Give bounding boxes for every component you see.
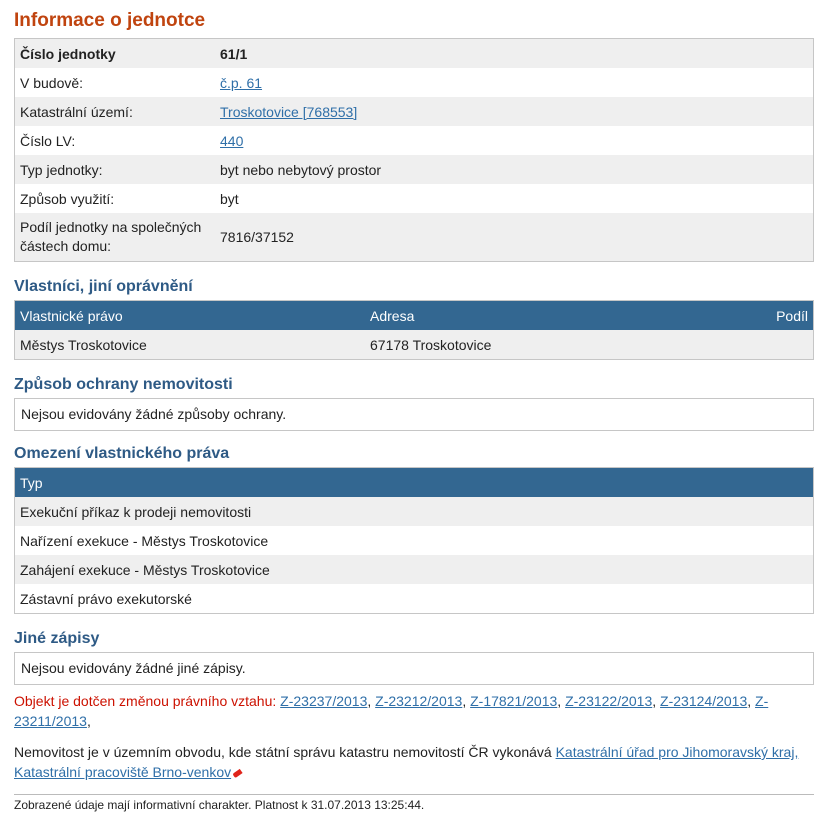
office-text: Nemovitost je v územním obvodu, kde státní správu katastru nemovitostí ČR vykonává bbox=[14, 744, 552, 760]
info-row-building bbox=[15, 68, 813, 97]
restriction-type: Zástavní právo exekutorské bbox=[20, 590, 192, 607]
column-header-share: Podíl bbox=[776, 307, 808, 324]
restriction-type: Zahájení exekuce - Městys Troskotovice bbox=[20, 561, 270, 578]
info-row-usage bbox=[15, 184, 813, 213]
cadastral-area-link[interactable]: Troskotovice [768553] bbox=[220, 103, 358, 120]
change-link[interactable]: Z-23211/2013 bbox=[14, 693, 769, 729]
change-link[interactable]: Z-23212/2013 bbox=[375, 693, 463, 709]
cadastral-workplace-link[interactable]: Katastrální pracoviště Brno-venkov bbox=[14, 764, 232, 780]
table-row bbox=[15, 555, 813, 584]
cadastral-office-link[interactable]: Katastrální úřad pro Jihomoravský kraj, bbox=[555, 744, 799, 760]
info-row-lv-number bbox=[15, 126, 813, 155]
owner-name: Městys Troskotovice bbox=[20, 336, 147, 353]
owner-address: 67178 Troskotovice bbox=[370, 336, 492, 353]
info-label: Číslo LV: bbox=[20, 132, 76, 149]
restrictions-heading: Omezení vlastnického práva bbox=[14, 445, 230, 462]
restrictions-table bbox=[14, 467, 814, 614]
info-row-unit-type bbox=[15, 155, 813, 184]
info-row-unit-number bbox=[15, 39, 813, 68]
protection-note: Nejsou evidovány žádné způsoby ochrany. bbox=[14, 398, 814, 431]
owners-header-row bbox=[15, 301, 813, 330]
owner-share bbox=[705, 330, 813, 359]
change-link[interactable]: Z-17821/2013 bbox=[470, 693, 558, 709]
other-heading: Jiné zápisy bbox=[14, 630, 100, 647]
info-label: Typ jednotky: bbox=[20, 161, 103, 178]
change-link[interactable]: Z-23122/2013 bbox=[565, 693, 653, 709]
info-row-cadastral-area bbox=[15, 97, 813, 126]
table-row bbox=[15, 497, 813, 526]
restrictions-header-row bbox=[15, 468, 813, 497]
table-row bbox=[15, 330, 813, 359]
info-label: Podíl jednotky na společných částech domu: bbox=[20, 219, 202, 254]
info-table bbox=[14, 38, 814, 262]
lv-number-link[interactable]: 440 bbox=[220, 132, 244, 149]
footer-note: Zobrazené údaje mají informativní charakter. Platnost k 31.07.2013 13:25:44. bbox=[14, 794, 814, 812]
info-value: 7816/37152 bbox=[220, 229, 294, 245]
column-header-ownership: Vlastnické právo bbox=[20, 307, 123, 324]
info-value: 61/1 bbox=[220, 45, 248, 62]
owners-table bbox=[14, 300, 814, 360]
column-header-address: Adresa bbox=[370, 307, 415, 324]
restriction-type: Nařízení exekuce - Městys Troskotovice bbox=[20, 532, 269, 549]
info-label: V budově: bbox=[20, 74, 84, 91]
protection-heading: Způsob ochrany nemovitosti bbox=[14, 376, 233, 393]
owners-heading: Vlastníci, jiní oprávnění bbox=[14, 278, 193, 295]
change-link[interactable]: Z-23237/2013 bbox=[280, 693, 368, 709]
info-label: Katastrální území: bbox=[20, 103, 133, 120]
building-link[interactable]: č.p. 61 bbox=[220, 74, 263, 91]
change-notice: Objekt je dotčen změnou právního vztahu: Z-23237/2013, Z-23212/2013, Z-17821/2013, Z-23122/2013, Z-23124/2013, Z-23211/2013, bbox=[14, 693, 769, 729]
info-value: byt bbox=[220, 190, 239, 207]
change-notice-text: Objekt je dotčen změnou právního vztahu: bbox=[14, 693, 277, 709]
table-row bbox=[15, 584, 813, 613]
info-row-share bbox=[15, 213, 813, 261]
other-note: Nejsou evidovány žádné jiné zápisy. bbox=[14, 652, 814, 685]
table-row bbox=[15, 526, 813, 555]
column-header-type: Typ bbox=[20, 474, 43, 491]
change-link[interactable]: Z-23124/2013 bbox=[660, 693, 748, 709]
info-value: byt nebo nebytový prostor bbox=[220, 161, 382, 178]
info-label: Číslo jednotky bbox=[20, 45, 116, 62]
office-notice bbox=[14, 742, 813, 782]
restriction-type: Exekuční příkaz k prodeji nemovitosti bbox=[20, 503, 252, 520]
pen-icon bbox=[232, 769, 242, 778]
page-title: Informace o jednotce bbox=[14, 10, 206, 31]
info-label: Způsob využití: bbox=[20, 190, 115, 207]
